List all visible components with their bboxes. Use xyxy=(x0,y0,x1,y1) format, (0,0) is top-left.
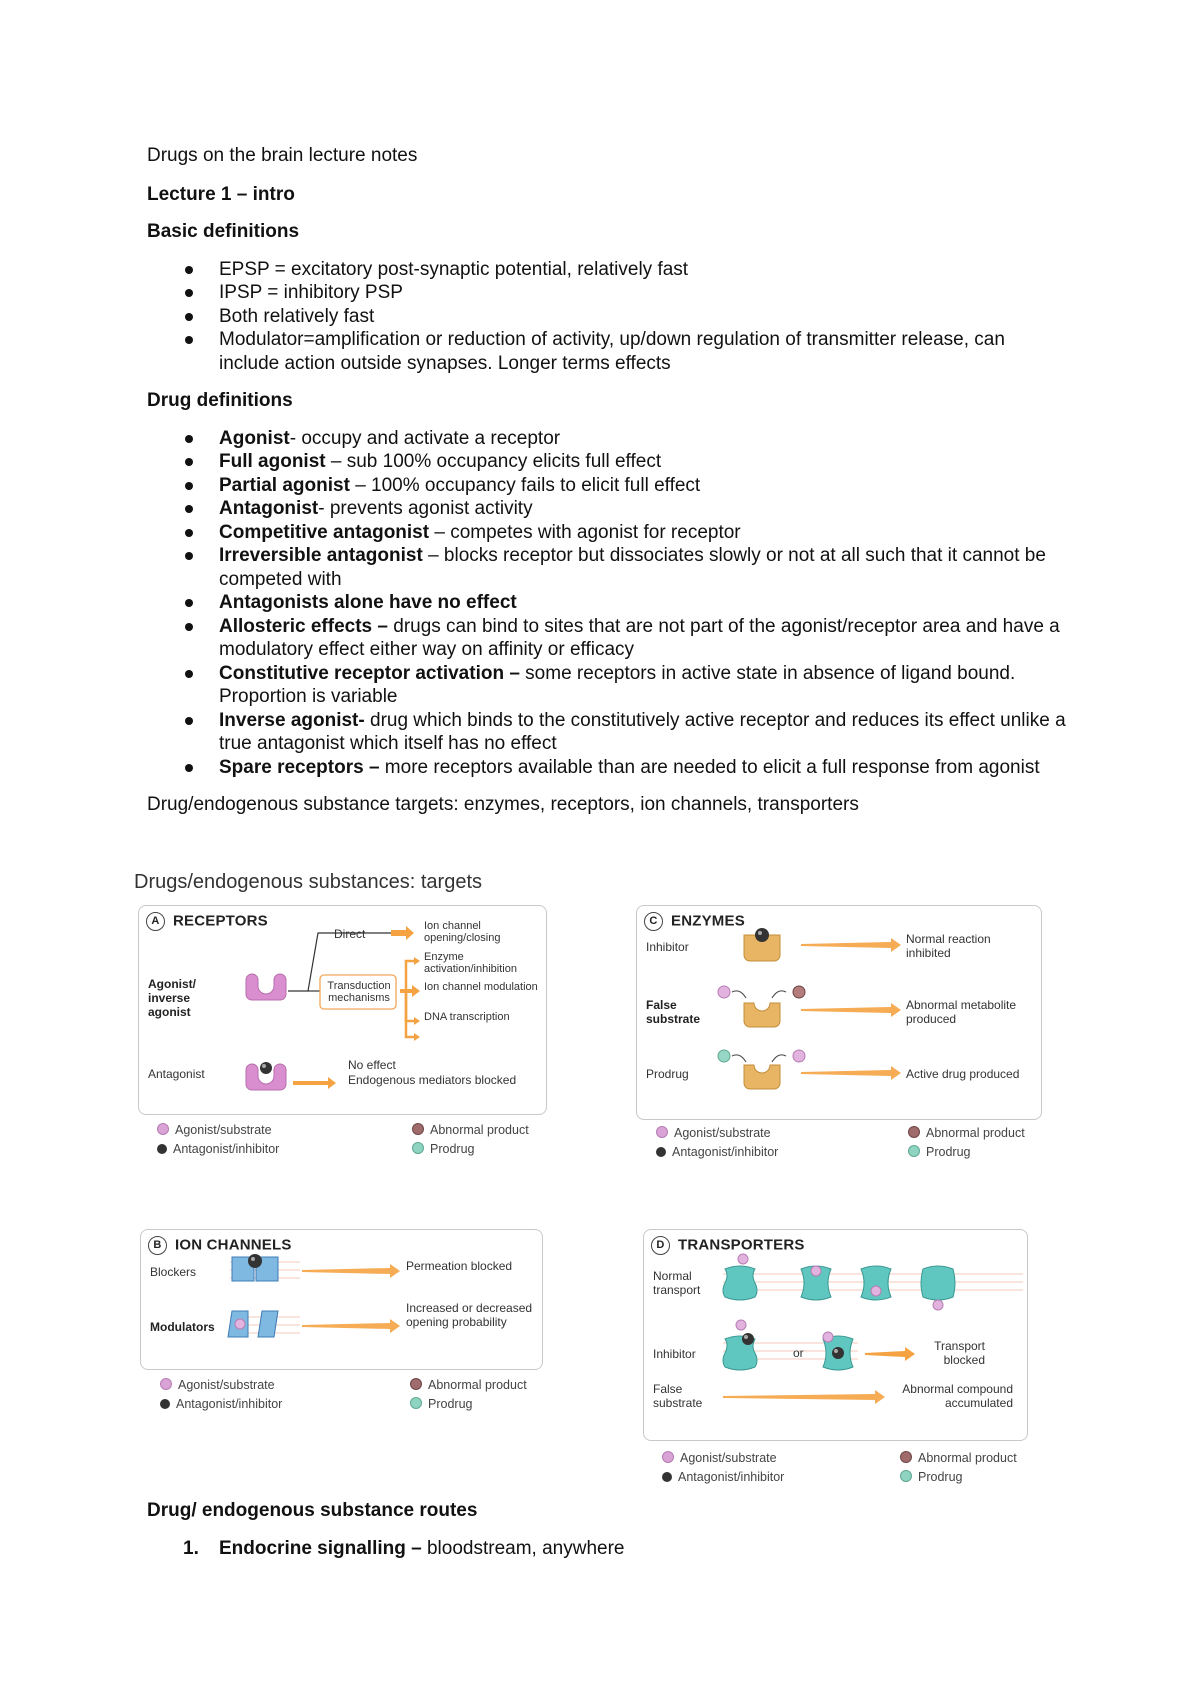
panel-title: ENZYMES xyxy=(671,912,745,930)
basic-definitions-heading: Basic definitions xyxy=(147,221,300,242)
ion-channel-label: Ion channel opening/closing xyxy=(424,920,501,944)
ion-modulation-label: Ion channel modulation xyxy=(424,981,538,993)
definition: drug which binds to the constitutively active receptor and reduces its effect unlike a true antagonist which itself has no effect xyxy=(219,709,1066,754)
antagonist-dot-icon xyxy=(662,1472,672,1482)
legend-d-antagonist: Antagonist/inhibitor xyxy=(662,1470,784,1484)
prodrug-label: Prodrug xyxy=(646,1067,689,1081)
basic-definitions-list xyxy=(147,258,1067,376)
list-item xyxy=(147,1537,1067,1561)
legend-b-antagonist: Antagonist/inhibitor xyxy=(160,1397,282,1411)
legend-c-abnormal: Abnormal product xyxy=(908,1126,1025,1140)
term: Agonist xyxy=(219,427,290,449)
transport-blocked-label: Transport blocked xyxy=(934,1339,985,1367)
panel-title: RECEPTORS xyxy=(173,912,268,930)
list-item xyxy=(147,662,1067,709)
definition: – sub 100% occupancy elicits full effect xyxy=(325,451,662,472)
normal-transport-label: Normal transport xyxy=(653,1269,701,1297)
list-item xyxy=(147,709,1067,756)
definition: drugs can bind to sites that are not part of the agonist/receptor area and have a modulatory effect either way on affinity or efficacy xyxy=(219,615,1060,660)
transporters-panel xyxy=(643,1229,1033,1444)
definition: more receptors available than are needed to elicit a full response from agonist xyxy=(379,756,1040,778)
transduction-label: Transduction mechanisms xyxy=(327,980,391,1004)
definition: some receptors in active state in absence of ligand bound. Proportion is variable xyxy=(219,662,1016,707)
direct-label: Direct xyxy=(334,927,366,941)
prodrug-dot-icon xyxy=(908,1145,920,1157)
panel-letter-a: A xyxy=(146,912,165,931)
list-item xyxy=(147,521,1067,545)
item-number: 1. xyxy=(183,1537,199,1559)
abnormal-dot-icon xyxy=(410,1378,422,1390)
permeation-label: Permeation blocked xyxy=(406,1259,513,1273)
term: Endocrine signalling – xyxy=(219,1537,422,1559)
abnormal-dot-icon xyxy=(908,1126,920,1138)
or-label: or xyxy=(793,1346,804,1360)
antagonist-dot-icon xyxy=(656,1147,666,1157)
list-item: EPSP = excitatory post-synaptic potential, relatively fast xyxy=(147,258,1067,282)
definition: bloodstream, anywhere xyxy=(421,1537,625,1559)
legend-c-antagonist: Antagonist/inhibitor xyxy=(656,1145,778,1159)
abnormal-dot-icon xyxy=(412,1123,424,1135)
blockers-label: Blockers xyxy=(150,1265,197,1279)
ion-channels-title xyxy=(148,1236,292,1255)
legend-b-abnormal: Abnormal product xyxy=(410,1378,527,1392)
blocked-label: Endogenous mediators blocked xyxy=(348,1073,517,1087)
term: Antagonist xyxy=(219,498,319,519)
lecture-heading: Lecture 1 – intro xyxy=(147,183,295,205)
drug-definitions-heading: Drug definitions xyxy=(147,390,293,411)
legend-a-prodrug: Prodrug xyxy=(412,1142,474,1156)
term: Inverse agonist- xyxy=(219,709,365,731)
antagonist-label: Antagonist xyxy=(148,1067,205,1081)
definition: – competes with agonist for receptor xyxy=(429,521,741,543)
prodrug-dot-icon xyxy=(412,1142,424,1154)
active-drug-label: Active drug produced xyxy=(906,1067,1020,1081)
ion-channels-panel xyxy=(140,1229,545,1374)
definition: - prevents agonist activity xyxy=(318,498,533,519)
list-item: Both relatively fast xyxy=(147,305,1067,329)
panel-letter-b: B xyxy=(148,1236,167,1255)
enzymes-title xyxy=(644,912,745,931)
prodrug-dot-icon xyxy=(900,1470,912,1482)
list-item xyxy=(147,474,1067,498)
term: Constitutive receptor activation – xyxy=(219,662,520,684)
legend-a-antagonist: Antagonist/inhibitor xyxy=(157,1142,279,1156)
figure-heading: Drugs/endogenous substances: targets xyxy=(134,871,482,893)
list-item xyxy=(147,756,1067,780)
dna-label: DNA transcription xyxy=(424,1011,510,1023)
agonist-inverse-label: Agonist/ inverse agonist xyxy=(148,977,196,1019)
list-item: Modulator=amplification or reduction of activity, up/down regulation of transmitter release, can include action outside synapses. Longer terms effects xyxy=(147,328,1067,375)
prodrug-dot-icon xyxy=(410,1397,422,1409)
legend-c-prodrug: Prodrug xyxy=(908,1145,970,1159)
list-item xyxy=(147,497,1067,521)
panel-title: TRANSPORTERS xyxy=(678,1236,805,1254)
definition: - occupy and activate a receptor xyxy=(289,427,561,449)
list-item xyxy=(147,591,1067,615)
panel-title: ION CHANNELS xyxy=(175,1236,292,1254)
no-effect-label: No effect xyxy=(348,1058,396,1072)
transporters-diagram xyxy=(643,1229,1033,1444)
routes-heading: Drug/ endogenous substance routes xyxy=(147,1500,478,1521)
list-item: IPSP = inhibitory PSP xyxy=(147,281,1067,305)
routes-section xyxy=(147,1499,1067,1560)
term: Irreversible antagonist xyxy=(219,545,423,566)
inhibitor-label: Inhibitor xyxy=(646,940,689,954)
agonist-dot-icon xyxy=(157,1123,169,1135)
abnormal-metabolite-label: Abnormal metabolite produced xyxy=(906,998,1017,1026)
agonist-dot-icon xyxy=(160,1378,172,1390)
receptors-title xyxy=(146,912,268,931)
abnormal-dot-icon xyxy=(900,1451,912,1463)
antagonist-dot-icon xyxy=(157,1144,167,1154)
term: Allosteric effects – xyxy=(219,615,388,637)
targets-line: Drug/endogenous substance targets: enzymes, receptors, ion channels, transporters xyxy=(147,794,859,815)
panel-letter-d: D xyxy=(651,1236,670,1255)
agonist-dot-icon xyxy=(662,1451,674,1463)
document-title: Drugs on the brain lecture notes xyxy=(147,145,418,166)
inhibitor-label: Inhibitor xyxy=(653,1347,696,1361)
notes-page xyxy=(147,144,1067,830)
enzymes-panel xyxy=(636,905,1046,1120)
enzyme-label: Enzyme activation/inhibition xyxy=(424,951,517,975)
drug-definitions-list xyxy=(147,427,1067,780)
abnormal-compound-label: Abnormal compound accumulated xyxy=(902,1382,1013,1410)
definition: – blocks receptor but dissociates slowly or not at all such that it cannot be competed with xyxy=(219,545,1046,590)
legend-d-abnormal: Abnormal product xyxy=(900,1451,1017,1465)
legend-b-agonist: Agonist/substrate xyxy=(160,1378,275,1392)
legend-d-agonist: Agonist/substrate xyxy=(662,1451,777,1465)
transporters-title xyxy=(651,1236,805,1255)
antagonist-dot-icon xyxy=(160,1399,170,1409)
legend-a-agonist: Agonist/substrate xyxy=(157,1123,272,1137)
normal-inhibited-label: Normal reaction inhibited xyxy=(906,932,991,960)
legend-d-prodrug: Prodrug xyxy=(900,1470,962,1484)
term: Partial agonist xyxy=(219,474,350,496)
legend-b-prodrug: Prodrug xyxy=(410,1397,472,1411)
legend-c-agonist: Agonist/substrate xyxy=(656,1126,771,1140)
agonist-dot-icon xyxy=(656,1126,668,1138)
false-substrate-label: False substrate xyxy=(653,1382,703,1410)
routes-list xyxy=(147,1537,1067,1561)
receptors-panel xyxy=(138,905,548,1120)
list-item xyxy=(147,615,1067,662)
definition: – 100% occupancy fails to elicit full effect xyxy=(349,474,701,496)
panel-letter-c: C xyxy=(644,912,663,931)
term: Spare receptors – xyxy=(219,756,380,778)
false-substrate-label: False substrate xyxy=(646,998,701,1026)
list-item xyxy=(147,450,1067,474)
list-item xyxy=(147,427,1067,451)
increased-label: Increased or decreased opening probability xyxy=(406,1301,533,1329)
list-item xyxy=(147,544,1067,591)
term: Competitive antagonist xyxy=(219,521,430,543)
term: Full agonist xyxy=(219,451,326,472)
term: Antagonists alone have no effect xyxy=(219,592,517,613)
modulators-label: Modulators xyxy=(150,1320,215,1334)
legend-a-abnormal: Abnormal product xyxy=(412,1123,529,1137)
